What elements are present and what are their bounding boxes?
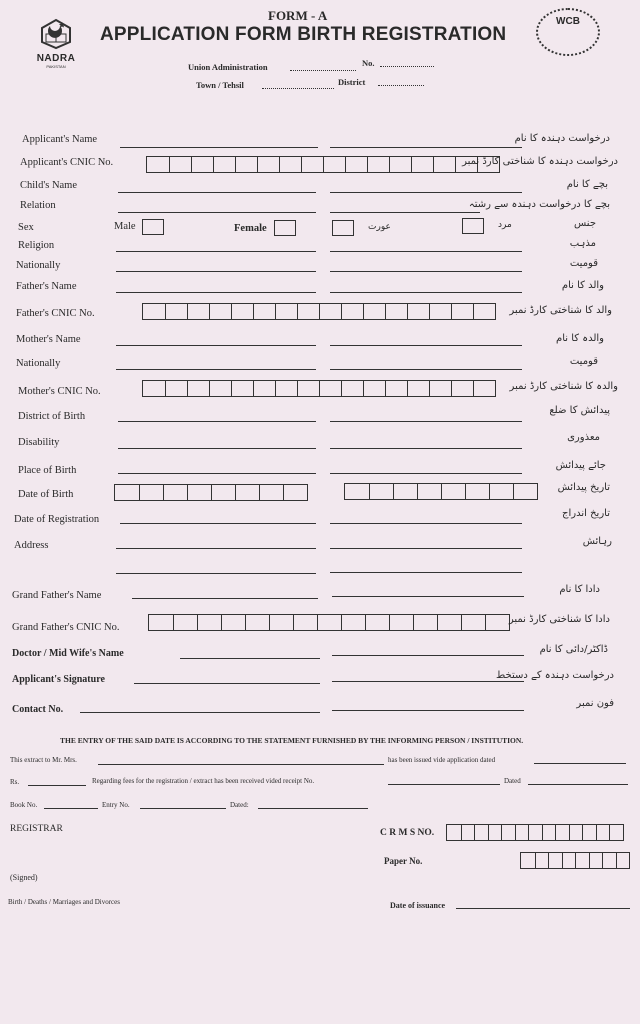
childs-name-field[interactable] <box>118 192 316 193</box>
female-checkbox[interactable] <box>274 220 296 236</box>
contact-no-field[interactable] <box>80 712 320 713</box>
applicants-signature-urdu-field[interactable] <box>332 681 524 682</box>
sex-urdu-label: جنس <box>574 218 596 229</box>
contact-no-label: Contact No. <box>12 704 64 715</box>
mother-nationally-field[interactable] <box>116 369 316 370</box>
entry-no-label: Entry No. <box>102 801 130 809</box>
religion-urdu-label: مذہب <box>569 238 596 249</box>
religion-urdu-field[interactable] <box>330 251 522 252</box>
fathers-name-urdu-field[interactable] <box>330 292 522 293</box>
mothers-name-urdu-label: والدہ کا نام <box>556 333 604 344</box>
extract-field[interactable] <box>98 764 384 765</box>
crms-label: C R M S NO. <box>380 828 435 838</box>
address-label: Address <box>14 540 49 551</box>
dated2-label: Dated: <box>230 801 249 809</box>
female-urdu-checkbox[interactable] <box>332 220 354 236</box>
address-urdu-label: رہائش <box>582 536 612 547</box>
contact-no-urdu-field[interactable] <box>332 710 524 711</box>
mothers-name-field[interactable] <box>116 345 316 346</box>
doctor-midwife-label: Doctor / Mid Wife's Name <box>12 648 124 659</box>
date-of-birth-boxes[interactable] <box>114 484 308 501</box>
mother-nationally-urdu-label: قومیت <box>569 356 598 367</box>
doctor-midwife-urdu-field[interactable] <box>332 655 524 656</box>
nadra-sub: PAKISTAN <box>46 64 66 69</box>
grandfather-cnic-boxes[interactable] <box>148 614 510 631</box>
grandfathers-name-urdu-field[interactable] <box>332 596 524 597</box>
book-no-label: Book No. <box>10 801 38 809</box>
extract-label: This extract to Mr. Mrs. <box>10 756 77 764</box>
rs-label: Rs. <box>10 778 20 786</box>
registrar-label: REGISTRAR <box>10 824 63 834</box>
receipt-no-field[interactable] <box>388 784 500 785</box>
nationally-field[interactable] <box>116 271 316 272</box>
union-admin-label: Union Administration <box>188 62 268 72</box>
nationally-urdu-field[interactable] <box>330 271 522 272</box>
relation-field[interactable] <box>118 212 316 213</box>
date-of-registration-label: Date of Registration <box>14 514 100 525</box>
disability-label: Disability <box>18 437 60 448</box>
religion-label: Religion <box>18 240 55 251</box>
paper-no-boxes[interactable] <box>520 852 630 869</box>
rs-field[interactable] <box>28 785 86 786</box>
grandfathers-name-field[interactable] <box>132 598 318 599</box>
address-urdu-field-2[interactable] <box>330 572 522 573</box>
issued-date-field[interactable] <box>534 763 626 764</box>
relation-urdu-label: بچے کا درخواست دہندہ سے رشتہ <box>468 199 610 210</box>
crms-boxes[interactable] <box>446 824 624 841</box>
disability-urdu-field[interactable] <box>330 448 522 449</box>
mother-cnic-urdu-label: والدہ کا شناختی کارڈ نمبر <box>509 381 618 392</box>
dated2-field[interactable] <box>258 808 368 809</box>
applicant-cnic-boxes[interactable] <box>146 156 500 173</box>
page-title: APPLICATION FORM BIRTH REGISTRATION <box>100 24 507 45</box>
date-of-birth-urdu-boxes[interactable] <box>344 483 538 500</box>
paper-no-label: Paper No. <box>384 856 423 866</box>
childs-name-urdu-label: بچے کا نام <box>566 179 608 190</box>
nadra-label: NADRA <box>36 53 76 64</box>
date-of-registration-field[interactable] <box>120 523 316 524</box>
nationally-label: Nationally <box>16 260 61 271</box>
date-of-birth-urdu-label: تاریخ پیدائش <box>557 482 610 493</box>
book-no-field[interactable] <box>44 808 98 809</box>
sex-label: Sex <box>18 222 34 233</box>
applicants-signature-urdu-label: درخواست دہندہ کے دستخط <box>496 670 614 681</box>
mother-nationally-label: Nationally <box>16 358 61 369</box>
doctor-midwife-field[interactable] <box>180 658 320 659</box>
place-of-birth-urdu-label: جائے پیدائش <box>555 460 606 471</box>
signed-label: (Signed) <box>10 873 38 882</box>
fathers-name-label: Father's Name <box>16 281 77 292</box>
applicants-signature-label: Applicant's Signature <box>12 674 105 685</box>
female-label: Female <box>234 223 267 234</box>
place-of-birth-urdu-field[interactable] <box>330 473 522 474</box>
emblem-icon <box>36 16 76 50</box>
entry-no-field[interactable] <box>140 808 226 809</box>
mother-cnic-label: Mother's CNIC No. <box>18 386 101 397</box>
relation-urdu-field[interactable] <box>330 212 480 213</box>
no-field[interactable] <box>380 66 434 67</box>
fathers-name-urdu-label: والد کا نام <box>561 280 604 291</box>
applicants-name-label: Applicant's Name <box>22 134 98 145</box>
date-issuance-label: Date of issuance <box>390 901 446 910</box>
childs-name-label: Child's Name <box>20 180 78 191</box>
applicant-cnic-urdu-label: درخواست دہندہ کا شناختی کارڈ نمبر <box>462 156 618 167</box>
applicants-name-field[interactable] <box>120 147 318 148</box>
religion-field[interactable] <box>116 251 316 252</box>
male-urdu-checkbox[interactable] <box>462 218 484 234</box>
male-urdu-label: مرد <box>498 220 512 230</box>
bdmd-label: Birth / Deaths / Marriages and Divorces <box>8 898 120 906</box>
date-of-birth-label: Date of Birth <box>18 489 74 500</box>
district-field[interactable] <box>378 85 424 86</box>
receipt-dated-field[interactable] <box>528 784 628 785</box>
female-urdu-label: عورت <box>368 222 391 232</box>
place-of-birth-label: Place of Birth <box>18 465 77 476</box>
wcb-logo <box>536 8 600 56</box>
applicant-cnic-label: Applicant's CNIC No. <box>20 157 114 168</box>
fathers-name-field[interactable] <box>116 292 316 293</box>
no-label: No. <box>362 58 375 68</box>
mother-cnic-boxes[interactable] <box>142 380 496 397</box>
grandfather-cnic-urdu-label: دادا کا شناختی کارڈ نمبر <box>508 614 610 625</box>
date-issuance-field[interactable] <box>456 908 630 909</box>
applicants-name-urdu-label: درخواست دہندہ کا نام <box>514 133 610 144</box>
district-label: District <box>338 77 366 87</box>
disability-urdu-label: معذوری <box>567 432 600 443</box>
address-urdu-field-1[interactable] <box>330 548 522 549</box>
town-tehsil-field[interactable] <box>262 88 334 89</box>
childs-name-urdu-field[interactable] <box>330 192 522 193</box>
district-of-birth-field[interactable] <box>118 421 316 422</box>
father-cnic-urdu-label: والد کا شناختی کارڈ نمبر <box>509 305 612 316</box>
grandfathers-name-urdu-label: دادا کا نام <box>559 584 600 595</box>
male-checkbox[interactable] <box>142 219 164 235</box>
dated-label: Dated <box>504 777 521 785</box>
applicants-signature-field[interactable] <box>134 683 320 684</box>
address-field-2[interactable] <box>116 573 316 574</box>
place-of-birth-field[interactable] <box>118 473 316 474</box>
statement-text: THE ENTRY OF THE SAID DATE IS ACCORDING TO THE STATEMENT FURNISHED BY THE INFORMING PERSON / INSTITUTION. <box>60 736 524 745</box>
district-of-birth-urdu-field[interactable] <box>330 421 522 422</box>
town-tehsil-label: Town / Tehsil <box>196 80 244 90</box>
date-of-registration-urdu-label: تاریخ اندراج <box>562 508 610 519</box>
grandfather-cnic-label: Grand Father's CNIC No. <box>12 622 120 633</box>
date-of-registration-urdu-field[interactable] <box>330 523 522 524</box>
wcb-label: WCB <box>556 16 580 27</box>
male-label: Male <box>114 221 136 232</box>
mothers-name-urdu-field[interactable] <box>330 345 522 346</box>
nadra-logo <box>30 16 82 68</box>
union-admin-field[interactable] <box>290 70 356 71</box>
grandfathers-name-label: Grand Father's Name <box>12 590 102 601</box>
mother-nationally-urdu-field[interactable] <box>330 369 522 370</box>
nationally-urdu-label: قومیت <box>569 258 598 269</box>
mothers-name-label: Mother's Name <box>16 334 81 345</box>
district-of-birth-label: District of Birth <box>18 411 86 422</box>
disability-field[interactable] <box>118 448 316 449</box>
district-of-birth-urdu-label: پیدائش کا ضلع <box>549 405 610 416</box>
relation-label: Relation <box>20 200 56 211</box>
father-cnic-boxes[interactable] <box>142 303 496 320</box>
issued-label: has been issued vide application dated <box>388 756 496 764</box>
father-cnic-label: Father's CNIC No. <box>16 308 95 319</box>
address-field-1[interactable] <box>116 548 316 549</box>
fees-label: Regarding fees for the registration / extract has been received vided receipt No. <box>92 777 315 785</box>
doctor-midwife-urdu-label: ڈاکٹر/دائی کا نام <box>539 644 608 655</box>
contact-no-urdu-label: فون نمبر <box>576 698 614 709</box>
applicants-name-urdu-field[interactable] <box>330 147 522 148</box>
form-code: FORM - A <box>268 8 328 23</box>
